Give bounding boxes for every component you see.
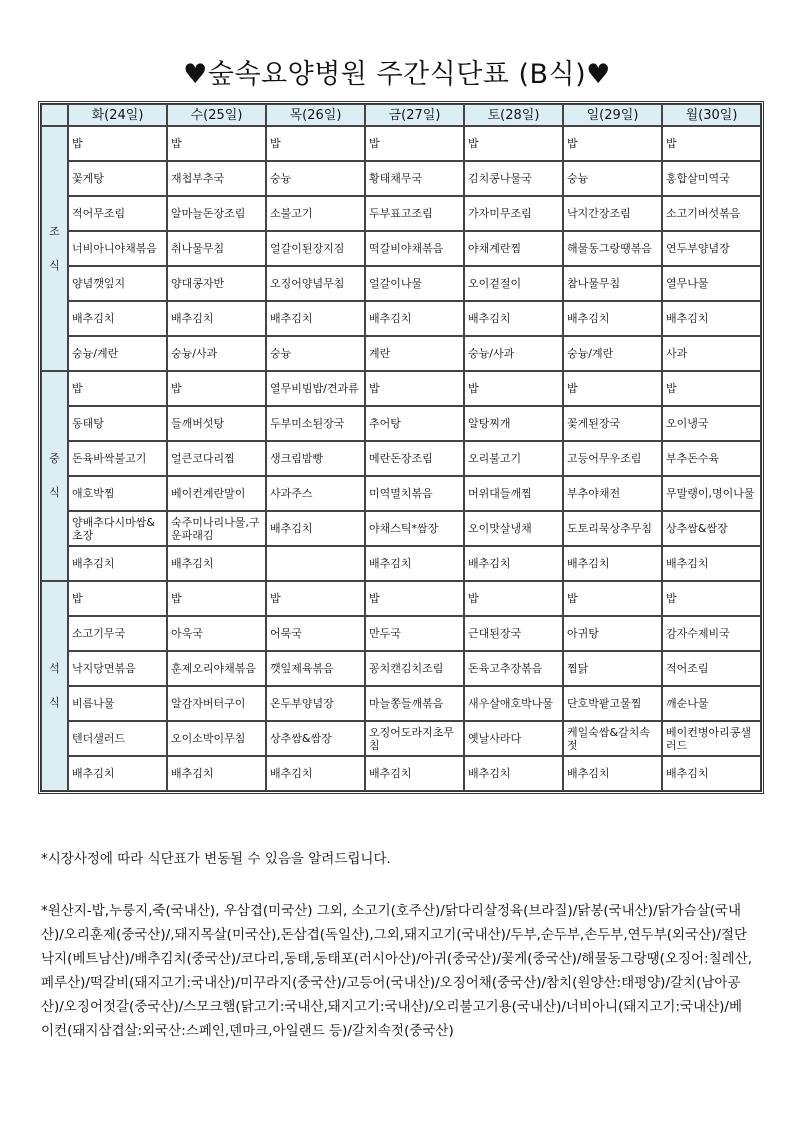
menu-cell: 야채계란찜 <box>464 231 563 266</box>
menu-cell: 밥 <box>563 371 662 406</box>
menu-cell: 메란돈장조림 <box>365 441 464 476</box>
menu-row <box>41 721 761 756</box>
menu-cell: 돈육고추장볶음 <box>464 651 563 686</box>
menu-cell: 오징어양념무침 <box>266 266 365 301</box>
menu-cell: 알탕찌개 <box>464 406 563 441</box>
menu-row <box>41 651 761 686</box>
menu-cell: 마늘쫑들깨볶음 <box>365 686 464 721</box>
corner-cell <box>41 104 68 126</box>
menu-cell: 배추김치 <box>266 756 365 791</box>
menu-cell: 배추김치 <box>563 301 662 336</box>
menu-cell: 야채스틱*쌈장 <box>365 511 464 546</box>
menu-cell: 적어무조림 <box>68 196 167 231</box>
menu-cell: 양배추다시마쌈&초장 <box>68 511 167 546</box>
page-title: ♥숲속요양병원 주간식단표 (B식)♥ <box>183 59 611 90</box>
menu-cell: 낙지간장조림 <box>563 196 662 231</box>
menu-cell: 소고기버섯볶음 <box>662 196 761 231</box>
menu-cell: 배추김치 <box>68 756 167 791</box>
menu-cell: 추어탕 <box>365 406 464 441</box>
menu-cell: 홍합살미역국 <box>662 161 761 196</box>
day-header: 화(24일) <box>68 104 167 126</box>
menu-cell: 밥 <box>563 126 662 161</box>
menu-cell: 소불고기 <box>266 196 365 231</box>
menu-cell: 밥 <box>662 126 761 161</box>
menu-cell: 오징어도라지초무침 <box>365 721 464 756</box>
menu-cell: 참나물무침 <box>563 266 662 301</box>
menu-row <box>41 406 761 441</box>
menu-cell: 재첩부추국 <box>167 161 266 196</box>
meal-label <box>41 371 68 581</box>
menu-row <box>41 336 761 371</box>
menu-cell: 밥 <box>68 126 167 161</box>
meal-label-char: 중 <box>49 452 60 465</box>
menu-cell: 밥 <box>365 581 464 616</box>
menu-cell: 들깨버섯탕 <box>167 406 266 441</box>
menu-cell: 근대된장국 <box>464 616 563 651</box>
menu-cell: 배추김치 <box>464 546 563 581</box>
menu-row <box>41 371 761 406</box>
menu-cell: 오이소박이무침 <box>167 721 266 756</box>
menu-cell: 소고기무국 <box>68 616 167 651</box>
menu-cell: 배추김치 <box>464 756 563 791</box>
meal-label-char: 식 <box>49 258 60 272</box>
menu-cell: 오리불고기 <box>464 441 563 476</box>
origin-notice: *원산지-밥,누룽지,죽(국내산), 우삼겹(미국산) 그외, 소고기(호주산)/닭다리살정육(브라질)/닭봉(국내산)/닭가슴살(국내산)/오리훈제(중국산)/,돼지목살(미국산),돈삼겹(독일산),그외,돼지고기(국내산)/두부,순두부,손두부,연두부(외국산)/절단낙지(베트남산)/배추김치(중국산)/코다리,동태,동태포(러시아산)/아귀(중국산)/꽃게(중국산)/해물동그랑땡(오징어:칠레산,페루산)/떡갈비(돼지고기:국내산)/미꾸라지(중국산)/고등어(국내산)/오징어채(중국산)/참치(원양산:태평양)/갈치(남아공산)/오징어젓갈(중국산)/스모크햄(닭고기:국내산,돼지고기:국내산)/오리불고기용(국내산)/너비아니(돼지고기:국내산)/베이컨(돼지삼겹살:외국산:스페인,덴마크,아일랜드 등)/갈치속젓(중국산) <box>41 903 753 1039</box>
menu-row <box>41 511 761 546</box>
menu-cell: 머위대들깨찜 <box>464 476 563 511</box>
day-header: 목(26일) <box>266 104 365 126</box>
menu-cell: 배추김치 <box>662 546 761 581</box>
menu-cell: 밥 <box>662 581 761 616</box>
menu-cell: 얼갈이된장지짐 <box>266 231 365 266</box>
menu-cell: 열무비빔밥/견과류 <box>266 371 365 406</box>
meal-label-char: 식 <box>49 696 60 709</box>
meal-label-char: 석 <box>49 662 60 675</box>
menu-cell: 밥 <box>266 581 365 616</box>
menu-cell: 생크림밤빵 <box>266 441 365 476</box>
meal-label <box>41 581 68 791</box>
menu-cell: 배추김치 <box>167 546 266 581</box>
menu-cell: 배추김치 <box>365 301 464 336</box>
menu-cell: 밥 <box>167 581 266 616</box>
menu-row <box>41 301 761 336</box>
menu-cell: 아욱국 <box>167 616 266 651</box>
menu-cell: 숭늉/사과 <box>464 336 563 371</box>
menu-cell: 애호박찜 <box>68 476 167 511</box>
menu-row <box>41 196 761 231</box>
menu-cell: 사과 <box>662 336 761 371</box>
menu-row <box>41 266 761 301</box>
weekly-menu-table <box>38 101 764 794</box>
menu-cell: 상추쌈&쌈장 <box>662 511 761 546</box>
menu-cell: 알마늘돈장조림 <box>167 196 266 231</box>
menu-cell: 찜닭 <box>563 651 662 686</box>
menu-cell: 배추김치 <box>563 546 662 581</box>
menu-cell: 배추김치 <box>266 511 365 546</box>
menu-cell: 새우살애호박나물 <box>464 686 563 721</box>
day-header: 수(25일) <box>167 104 266 126</box>
menu-cell: 얼큰코다리찜 <box>167 441 266 476</box>
menu-cell: 깻잎제육볶음 <box>266 651 365 686</box>
menu-cell: 훈제오리야채볶음 <box>167 651 266 686</box>
menu-row <box>41 476 761 511</box>
menu-cell: 배추김치 <box>563 756 662 791</box>
menu-row <box>41 581 761 616</box>
menu-cell: 배추김치 <box>167 301 266 336</box>
menu-cell: 베이컨계란말이 <box>167 476 266 511</box>
menu-cell: 베이컨병아리콩샐러드 <box>662 721 761 756</box>
menu-cell: 연두부양념장 <box>662 231 761 266</box>
menu-cell: 배추김치 <box>68 301 167 336</box>
menu-cell: 밥 <box>68 581 167 616</box>
menu-cell: 배추김치 <box>464 301 563 336</box>
menu-row <box>41 126 761 161</box>
menu-cell: 배추김치 <box>365 546 464 581</box>
menu-cell: 배추김치 <box>662 756 761 791</box>
menu-cell: 밥 <box>563 581 662 616</box>
menu-cell: 아귀탕 <box>563 616 662 651</box>
menu-row <box>41 231 761 266</box>
menu-cell: 사과주스 <box>266 476 365 511</box>
menu-cell: 무말랭이,명이나물 <box>662 476 761 511</box>
menu-cell: 밥 <box>68 371 167 406</box>
menu-cell: 너비아니야채볶음 <box>68 231 167 266</box>
menu-cell: 밥 <box>167 371 266 406</box>
menu-cell: 밥 <box>464 371 563 406</box>
menu-cell: 부추야채전 <box>563 476 662 511</box>
menu-cell: 낙지당면볶음 <box>68 651 167 686</box>
menu-cell <box>266 546 365 581</box>
menu-cell: 옛날사라다 <box>464 721 563 756</box>
menu-cell: 숭늉/계란 <box>563 336 662 371</box>
menu-cell: 오이냉국 <box>662 406 761 441</box>
menu-cell: 꽃게된장국 <box>563 406 662 441</box>
menu-cell: 황태채무국 <box>365 161 464 196</box>
menu-cell: 돈육바싹불고기 <box>68 441 167 476</box>
menu-cell: 배추김치 <box>662 301 761 336</box>
menu-cell: 감자수제비국 <box>662 616 761 651</box>
menu-cell: 케일숙쌈&갈치속젓 <box>563 721 662 756</box>
menu-cell: 배추김치 <box>167 756 266 791</box>
menu-cell: 밥 <box>464 126 563 161</box>
menu-cell: 떡갈비야채볶음 <box>365 231 464 266</box>
menu-cell: 비름나물 <box>68 686 167 721</box>
menu-cell: 얼갈이나물 <box>365 266 464 301</box>
menu-cell: 밥 <box>464 581 563 616</box>
menu-cell: 동태탕 <box>68 406 167 441</box>
menu-cell: 어묵국 <box>266 616 365 651</box>
meal-label-char: 조 <box>49 224 60 238</box>
menu-row <box>41 686 761 721</box>
menu-cell: 숭늉/사과 <box>167 336 266 371</box>
menu-cell: 숭늉/계란 <box>68 336 167 371</box>
day-header: 일(29일) <box>563 104 662 126</box>
menu-cell: 온두부양념장 <box>266 686 365 721</box>
menu-cell: 양대콩자반 <box>167 266 266 301</box>
menu-cell: 숙주미나리나물,구운파래김 <box>167 511 266 546</box>
menu-row <box>41 546 761 581</box>
day-header: 토(28일) <box>464 104 563 126</box>
menu-row <box>41 756 761 791</box>
menu-cell: 만두국 <box>365 616 464 651</box>
menu-cell: 미역멸치볶음 <box>365 476 464 511</box>
menu-cell: 계란 <box>365 336 464 371</box>
meal-label <box>41 126 68 371</box>
day-header: 월(30일) <box>662 104 761 126</box>
menu-cell: 김치콩나물국 <box>464 161 563 196</box>
menu-cell: 깨순나물 <box>662 686 761 721</box>
menu-cell: 양념깻잎지 <box>68 266 167 301</box>
market-notice: *시장사정에 따라 식단표가 변동될 수 있음을 알려드립니다. <box>41 851 391 867</box>
menu-cell: 두부표고조림 <box>365 196 464 231</box>
menu-cell: 밥 <box>167 126 266 161</box>
menu-cell: 오이겉절이 <box>464 266 563 301</box>
menu-cell: 밥 <box>365 126 464 161</box>
menu-cell: 단호박팥고물찜 <box>563 686 662 721</box>
menu-cell: 오이맛살냉채 <box>464 511 563 546</box>
menu-cell: 상추쌈&쌈장 <box>266 721 365 756</box>
menu-row <box>41 616 761 651</box>
menu-cell: 해물동그랑땡볶음 <box>563 231 662 266</box>
day-header: 금(27일) <box>365 104 464 126</box>
menu-cell: 숭늉 <box>563 161 662 196</box>
menu-row <box>41 441 761 476</box>
menu-cell: 적어조림 <box>662 651 761 686</box>
menu-cell: 꽁치캔김치조림 <box>365 651 464 686</box>
menu-cell: 두부미소된장국 <box>266 406 365 441</box>
menu-row <box>41 161 761 196</box>
day-header-row <box>41 104 761 126</box>
menu-cell: 고등어무우조림 <box>563 441 662 476</box>
menu-cell: 꽃게탕 <box>68 161 167 196</box>
menu-cell: 취나물무침 <box>167 231 266 266</box>
menu-cell: 알감자버터구이 <box>167 686 266 721</box>
menu-cell: 텐더샐러드 <box>68 721 167 756</box>
menu-cell: 배추김치 <box>68 546 167 581</box>
menu-cell: 가자미무조림 <box>464 196 563 231</box>
menu-cell: 부추돈수육 <box>662 441 761 476</box>
menu-cell: 숭늉 <box>266 161 365 196</box>
menu-cell: 도토리묵상추무침 <box>563 511 662 546</box>
menu-cell: 밥 <box>365 371 464 406</box>
menu-cell: 배추김치 <box>266 301 365 336</box>
menu-cell: 배추김치 <box>365 756 464 791</box>
meal-label-char: 식 <box>49 486 60 499</box>
menu-cell: 열무나물 <box>662 266 761 301</box>
menu-cell: 숭늉 <box>266 336 365 371</box>
menu-cell: 밥 <box>266 126 365 161</box>
menu-cell: 밥 <box>662 371 761 406</box>
